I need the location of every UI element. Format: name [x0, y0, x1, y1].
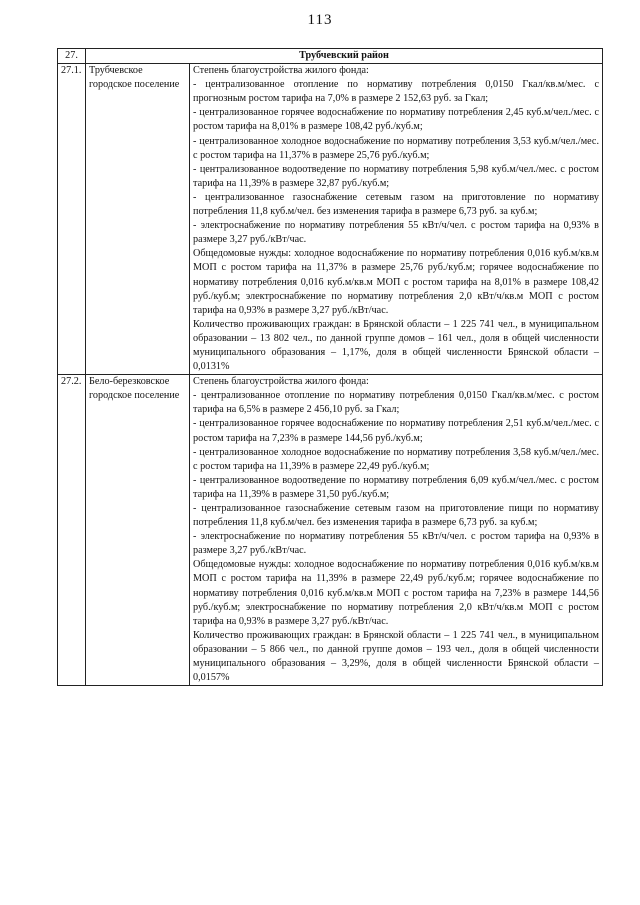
tariff-table	[57, 48, 603, 686]
paragraph: - централизованное газоснабжение сетевым газом на приготовление пищи по нормативу потребления 11,8 куб.м/чел. без изменения тарифа в размере 6,73 руб. за куб.м;	[193, 503, 599, 529]
row-number: 27.1.	[58, 64, 86, 375]
paragraph: - централизованное водоотведение по нормативу потребления 5,98 куб.м/чел./мес. с ростом тарифа на 11,39% в размере 32,87 руб./куб.м;	[193, 163, 599, 189]
paragraph: - централизованное водоотведение по нормативу потребления 6,09 куб.м/чел./мес. с ростом тарифа на 11,39% в размере 31,50 руб./куб.м;	[193, 474, 599, 500]
paragraph: - электроснабжение по нормативу потребления 55 кВт/ч/чел. с ростом тарифа на 0,93% в размере 3,27 руб./кВт/час.	[193, 531, 599, 557]
region-number: 27.	[58, 49, 86, 64]
table-row	[58, 375, 603, 686]
settlement-name: Трубчевское городское поселение	[86, 64, 190, 375]
paragraph: - централизованное газоснабжение сетевым газом на приготовление по нормативу потребления 11,8 куб.м/чел. без изменения тарифа в размере 6,73 руб. за куб.м;	[193, 191, 599, 218]
paragraph: - централизованное отопление по нормативу потребления 0,0150 Гкал/кв.м/мес. с ростом тарифа на 6,5% в размере 2 456,10 руб. за Гкал;	[193, 390, 599, 416]
paragraph: Степень благоустройства жилого фонда:	[193, 376, 369, 388]
row-description	[190, 375, 603, 686]
settlement-name: Бело-березковское городское поселение	[86, 375, 190, 686]
paragraph: - централизованное горячее водоснабжение по нормативу потребления 2,51 куб.м/чел./мес. с ростом тарифа на 7,23% в размере 144,56 руб./куб.м;	[193, 418, 599, 444]
row-description	[190, 64, 603, 375]
paragraph: - электроснабжение по нормативу потребления 55 кВт/ч/чел. с ростом тарифа на 0,93% в размере 3,27 руб./кВт/час.	[193, 220, 599, 246]
paragraph: Степень благоустройства жилого фонда:	[193, 65, 369, 77]
paragraph: Количество проживающих граждан: в Брянской области – 1 225 741 чел., в муниципальном образовании – 5 866 чел., по данной группе домов – 193 чел., доля в общей численности муниципального образования – 3,29%, доля в общей численности Брянской области – 0,0157%	[193, 629, 599, 684]
paragraph: - централизованное холодное водоснабжение по нормативу потребления 3,58 куб.м/чел./мес. с ростом тарифа на 11,39% в размере 22,49 руб./куб.м;	[193, 446, 599, 472]
region-title: Трубчевский район	[86, 49, 603, 64]
paragraph: - централизованное отопление по нормативу потребления 0,0150 Гкал/кв.м/мес. с прогнозным ростом тарифа на 7,0% в размере 2 152,63 руб. за Гкал;	[193, 79, 599, 105]
paragraph: - централизованное холодное водоснабжение по нормативу потребления 3,53 куб.м/чел./мес. с ростом тарифа на 11,37% в размере 25,76 руб./куб.м;	[193, 135, 599, 161]
paragraph: Общедомовые нужды: холодное водоснабжение по нормативу потребления 0,016 куб.м/кв.м МОП с ростом тарифа на 11,37% в размере 25,76 руб./куб.м; горячее водоснабжение по нормативу потребления 0,016 куб.м/кв.м МОП с ростом тарифа на 8,01% в размере 108,42 руб./куб.м; электроснабжение по нормативу потребления 2,0 кВт/ч/кв.м МОП с ростом тарифа на 0,93% в размере 3,27 руб./кВт/час.	[193, 248, 599, 316]
paragraph: - централизованное горячее водоснабжение по нормативу потребления 2,45 куб.м/чел./мес. с ростом тарифа на 8,01% в размере 108,42 руб./куб.м;	[193, 107, 599, 133]
page-number: 113	[307, 12, 333, 28]
region-header-row	[58, 49, 603, 64]
row-number: 27.2.	[58, 375, 86, 686]
paragraph: Количество проживающих граждан: в Брянской области – 1 225 741 чел., в муниципальном образовании – 13 802 чел., по данной группе домов – 161 чел., доля в общей численности муниципального образования – 1,17%, доля в общей численности Брянской области – 0,0131%	[193, 318, 599, 373]
paragraph: Общедомовые нужды: холодное водоснабжение по нормативу потребления 0,016 куб.м/кв.м МОП с ростом тарифа на 11,39% в размере 22,49 руб./куб.м; горячее водоснабжение по нормативу потребления 0,016 куб.м/кв.м МОП с ростом тарифа на 7,23% в размере 144,56 руб./куб.м; электроснабжение по нормативу потребления 2,0 кВт/ч/кв.м МОП с ростом тарифа на 0,93% в размере 3,27 руб./кВт/час.	[193, 559, 599, 627]
table-row	[58, 64, 603, 375]
